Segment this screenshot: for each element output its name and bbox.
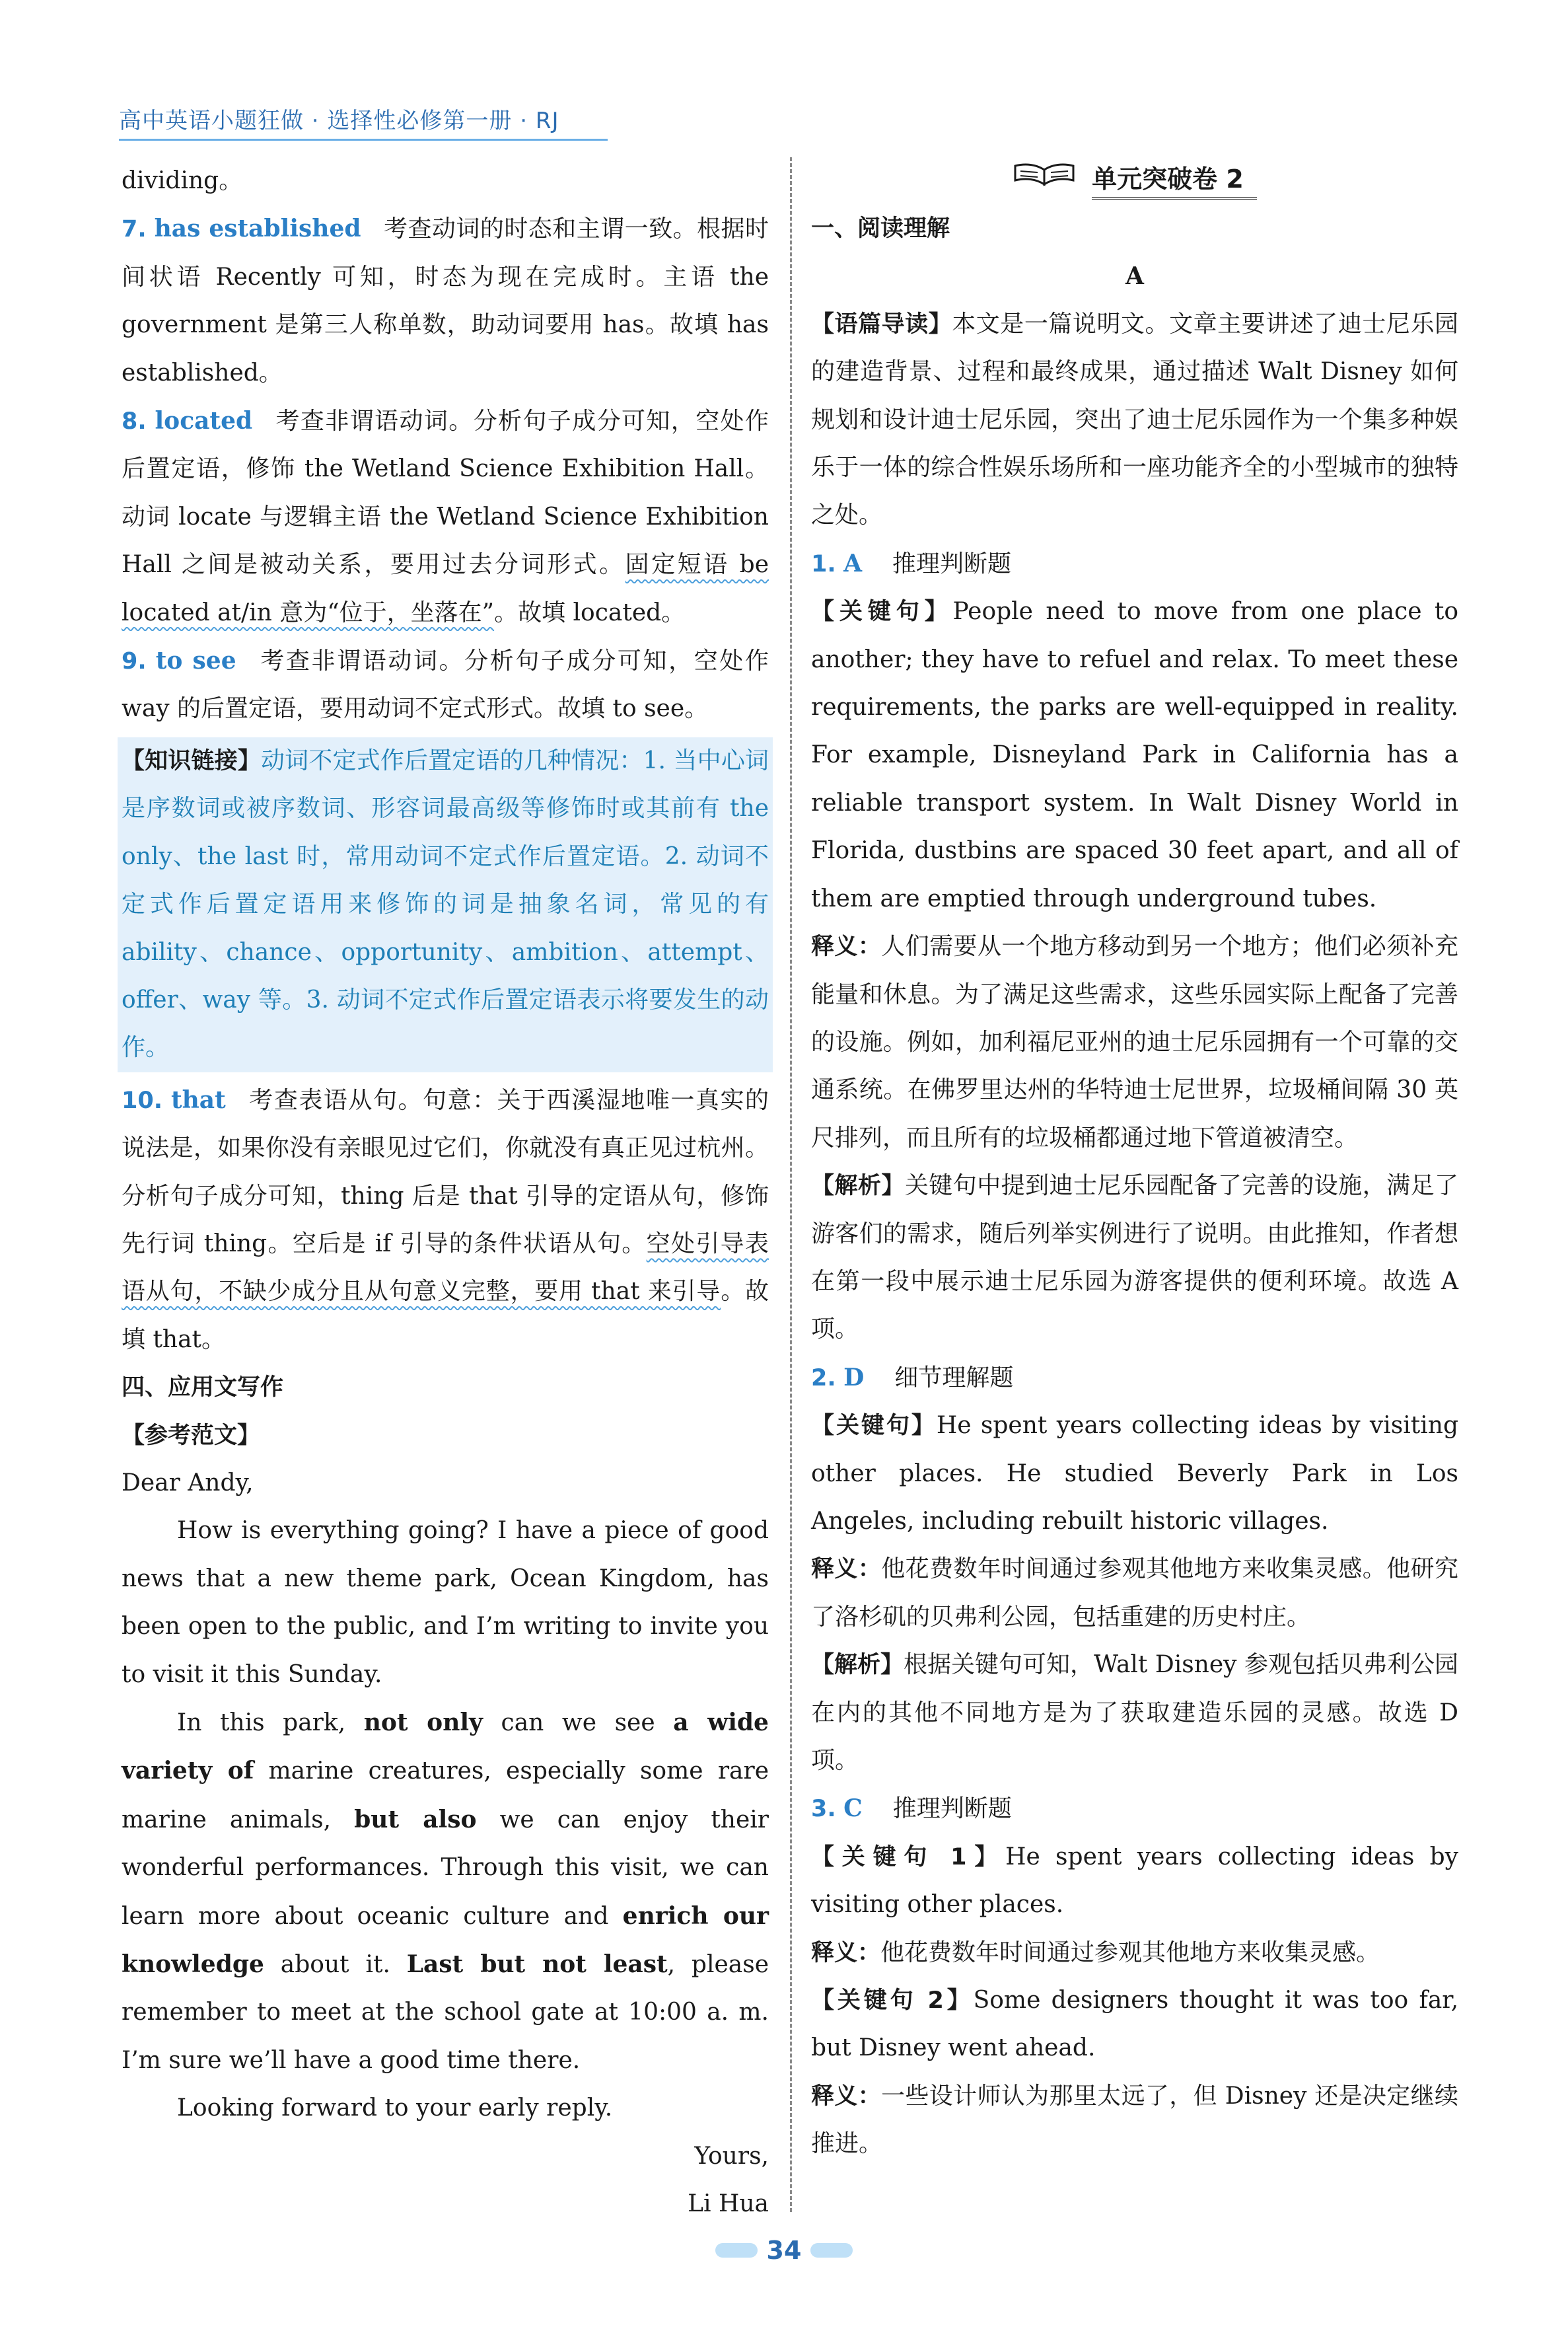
section-heading-writing: 四、应用文写作 xyxy=(122,1374,284,1401)
explanation: 考查动词的时态和主谓一致。根据时间状语 Recently 可知，时态为现在完成时。主语 the government 是第三人称单数，助动词要用 has。故填 has established。 xyxy=(122,215,769,387)
translation-1: 释义：他花费数年时间通过参观其他地方来收集灵感。 xyxy=(811,1938,1380,1966)
letter-signature: Li Hua xyxy=(688,2190,769,2218)
item-number: 8. xyxy=(122,408,147,435)
underlined-note: 固定短语 be located at/in 意为“位于，坐落在” xyxy=(122,551,769,626)
translation: 释义：人们需要从一个地方移动到另一个地方；他们必须补充能量和休息。为了满足这些需求，这些乐园实际上配备了完善的设施。例如，加利福尼亚州的迪士尼乐园拥有一个可靠的交通系统。在佛罗里达州的华特迪士尼世界，垃圾桶间隔 30 英尺排列，而且所有的垃圾桶都通过地下管道被清空。 xyxy=(811,933,1458,1152)
answer-item-2: 2. D 细节理解题 xyxy=(811,1363,1014,1391)
unit-banner xyxy=(811,157,1458,205)
sample-essay-tag: 【参考范文】 xyxy=(122,1422,261,1449)
key-sentence: 【关键句】He spent years collecting ideas by visiting other places. He studied Beverly Park in Los Angeles, including rebuilt historic villages. xyxy=(811,1412,1458,1535)
passage-label: A xyxy=(1125,262,1144,291)
answer-item-1: 1. A 推理判断题 xyxy=(811,549,1012,577)
section-heading-reading: 一、阅读理解 xyxy=(811,215,950,242)
answer-item-10 xyxy=(122,1076,769,1364)
answer-text: has established xyxy=(154,215,361,243)
item-number: 9. xyxy=(122,648,147,675)
answer-item-3: 3. C 推理判断题 xyxy=(811,1794,1012,1823)
item-number: 10. xyxy=(122,1087,163,1114)
answer-text: to see xyxy=(155,647,236,675)
answer-item-8 xyxy=(122,397,769,637)
left-column xyxy=(122,157,769,2228)
passage-guide: 【语篇导读】本文是一篇说明文。文章主要讲述了迪士尼乐园的建造背景、过程和最终成果，通过描述 Walt Disney 如何规划和设计迪士尼乐园，突出了迪士尼乐园作为一个集多种娱乐于一体的综合性娱乐场所和一座功能齐全的小型城市的独特之处。 xyxy=(811,310,1458,529)
answer-text: that xyxy=(171,1086,226,1114)
page-footer xyxy=(0,2236,1568,2265)
translation: 释义：他花费数年时间通过参观其他地方来收集灵感。他研究了洛杉矶的贝弗利公园，包括重建的历史村庄。 xyxy=(811,1555,1458,1631)
page-pill-right xyxy=(810,2243,853,2258)
knowledge-link-box xyxy=(118,737,773,1072)
key-sentence-2: 【关键句 2】Some designers thought it was too far, but Disney went ahead. xyxy=(811,1987,1459,2062)
letter-closing: Yours, xyxy=(694,2142,769,2170)
key-sentence: 【关键句】People need to move from one place to another; they have to refuel and relax. To meet these requirements, the parks are well-equipped in reality. For example, Disneyland Park in California has a reliable transport system. In Walt Disney World in Florida, dustbins are spaced 30 feet apart, and all of them are emptied through underground tubes. xyxy=(811,598,1458,912)
letter-paragraph-3: Looking forward to your early reply. xyxy=(177,2094,613,2122)
underlined-note: 空处引导表语从句，不缺少成分且从句意义完整，要用 that 来引导 xyxy=(122,1230,769,1306)
key-sentence-1: 【关键句 1】He spent years collecting ideas by visiting other places. xyxy=(811,1843,1458,1919)
header-rule xyxy=(119,139,608,141)
knowledge-text: 动词不定式作后置定语的几种情况：1. 当中心词是序数词或被序数词、形容词最高级等修饰时或其前有 the only、the last 时，常用动词不定式作后置定语。2. 动词不定式作后置定语用来修饰的词是抽象名词，常见的有 ability、chance、opportunity、ambition、attempt、offer、way 等。3. 动词不定式作后置定语表示将要发生的动作。 xyxy=(122,747,769,1062)
explanation-end: 。故填 that。 xyxy=(122,1278,769,1353)
explanation-end: 。故填 located。 xyxy=(494,599,686,626)
item-number: 7. xyxy=(122,216,147,243)
letter-paragraph-1: How is everything going? I have a piece of good news that a new theme park, Ocean Kingdom, has been open to the public, and I’m writing to invite you to visit it this Sunday. xyxy=(122,1517,769,1688)
knowledge-tag: 【知识链接】 xyxy=(122,747,261,774)
intro-text: dividing。 xyxy=(122,167,243,194)
letter-greeting: Dear Andy, xyxy=(122,1469,254,1496)
answer-item-7 xyxy=(122,205,769,397)
explanation: 考查表语从句。句意：关于西溪湿地唯一真实的说法是，如果你没有亲眼见过它们，你就没有真正见过杭州。分析句子成分可知，thing 后是 that 引导的定语从句，修饰先行词 thing。空后是 if 引导的条件状语从句。 xyxy=(122,1086,769,1257)
unit-title: 单元突破卷 2 xyxy=(1092,163,1257,200)
letter-paragraph-2: In this park, not only can we see a wide variety of marine creatures, especially some rare marine animals, but also we can enjoy their wonderful performances. Through this visit, we can learn more about oceanic culture and enrich our knowledge about it. Last but not least, please remember to meet at the school gate at 10:00 a. m. I’m sure we’ll have a good time there. xyxy=(122,1709,769,2074)
translation-2: 释义：一些设计师认为那里太远了，但 Disney 还是决定继续推进。 xyxy=(811,2082,1458,2158)
column-divider xyxy=(790,157,792,2212)
right-column xyxy=(811,157,1458,2168)
book-title: 高中英语小题狂做 · 选择性必修第一册 · RJ xyxy=(119,108,559,134)
running-header xyxy=(119,106,634,141)
answer-text: located xyxy=(155,407,253,435)
answer-item-9 xyxy=(122,637,769,733)
analysis: 【解析】根据关键句可知，Walt Disney 参观包括贝弗利公园在内的其他不同地方是为了获取建造乐园的灵感。故选 D 项。 xyxy=(811,1651,1458,1774)
page-pill-left xyxy=(715,2243,758,2258)
open-book-icon xyxy=(1013,157,1076,205)
explanation: 考查非谓语动词。分析句子成分可知，空处作后置定语，修饰 the Wetland Science Exhibition Hall。动词 locate 与逻辑主语 the Wetland Science Exhibition Hall 之间是被动关系，要用过去分词形式。 xyxy=(122,408,769,579)
page-number: 34 xyxy=(766,2236,802,2265)
explanation: 考查非谓语动词。分析句子成分可知，空处作 way 的后置定语，要用动词不定式形式。故填 to see。 xyxy=(122,647,769,723)
analysis: 【解析】关键句中提到迪士尼乐园配备了完善的设施，满足了游客们的需求，随后列举实例进行了说明。由此推知，作者想在第一段中展示迪士尼乐园为游客提供的便利环境。故选 A 项。 xyxy=(811,1172,1458,1343)
